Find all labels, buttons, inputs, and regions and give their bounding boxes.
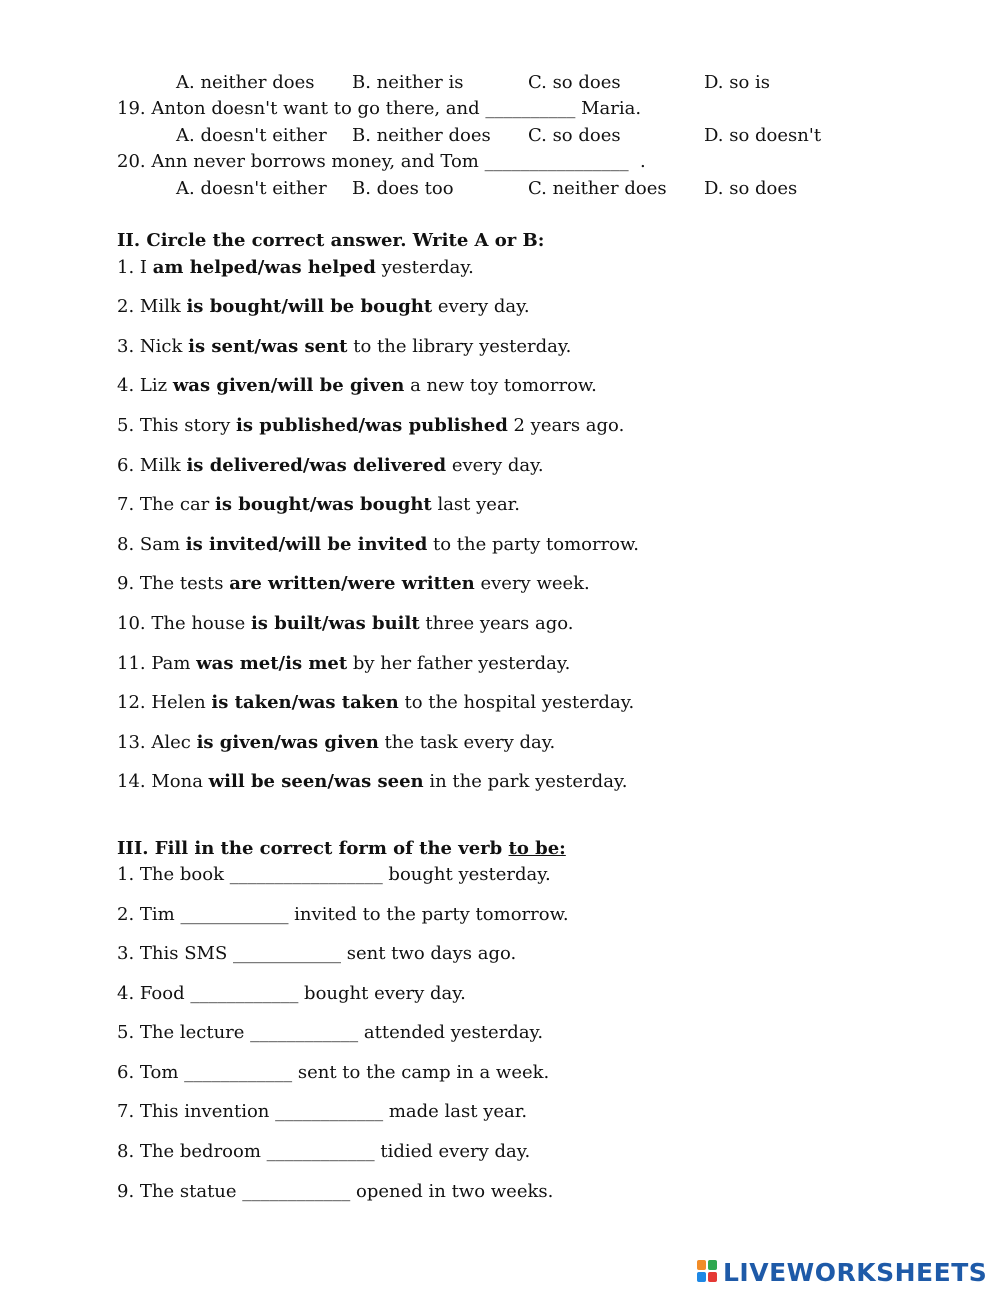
q18-option-a: A. neither does bbox=[176, 72, 315, 93]
logo-text: LIVEWORKSHEETS bbox=[723, 1257, 988, 1287]
section-2-item: 14. Mona will be seen/was seen in the park yesterday. bbox=[117, 771, 628, 792]
answer-choices[interactable]: is given/was given bbox=[196, 732, 379, 753]
section-2-item: 12. Helen is taken/was taken to the hospital yesterday. bbox=[117, 692, 635, 713]
q19-option-c: C. so does bbox=[528, 125, 621, 146]
q20-option-b: B. does too bbox=[352, 178, 454, 199]
section-2-item: 1. I am helped/was helped yesterday. bbox=[117, 257, 474, 278]
q19-option-d: D. so doesn't bbox=[704, 125, 822, 146]
section-2-item: 2. Milk is bought/will be bought every day. bbox=[117, 296, 530, 317]
section-2-item: 8. Sam is invited/will be invited to the party tomorrow. bbox=[117, 534, 640, 555]
section-2-item: 3. Nick is sent/was sent to the library yesterday. bbox=[117, 336, 572, 357]
answer-choices[interactable]: is published/was published bbox=[236, 415, 508, 436]
q19-question: 19. Anton doesn't want to go there, and __________ Maria. bbox=[117, 98, 642, 119]
fill-in-item[interactable]: 3. This SMS ____________ sent two days ago. bbox=[117, 943, 517, 964]
answer-choices[interactable]: was given/will be given bbox=[172, 375, 405, 396]
q20-option-d: D. so does bbox=[704, 178, 798, 199]
fill-in-item[interactable]: 7. This invention ____________ made last year. bbox=[117, 1101, 528, 1122]
answer-choices[interactable]: is invited/will be invited bbox=[185, 534, 428, 555]
fill-in-item[interactable]: 9. The statue ____________ opened in two weeks. bbox=[117, 1181, 554, 1202]
answer-choices[interactable]: was met/is met bbox=[196, 653, 348, 674]
q18-option-d: D. so is bbox=[704, 72, 771, 93]
q20-option-c: C. neither does bbox=[528, 178, 667, 199]
q18-option-b: B. neither is bbox=[352, 72, 464, 93]
section-2-item: 4. Liz was given/will be given a new toy tomorrow. bbox=[117, 375, 597, 396]
section-2-item: 6. Milk is delivered/was delivered every day. bbox=[117, 455, 544, 476]
fill-in-item[interactable]: 5. The lecture ____________ attended yesterday. bbox=[117, 1022, 544, 1043]
section-2-item: 9. The tests are written/were written every week. bbox=[117, 573, 590, 594]
fill-in-item[interactable]: 6. Tom ____________ sent to the camp in a week. bbox=[117, 1062, 550, 1083]
fill-in-item[interactable]: 4. Food ____________ bought every day. bbox=[117, 983, 466, 1004]
q20-option-a: A. doesn't either bbox=[176, 178, 327, 199]
answer-choices[interactable]: is built/was built bbox=[250, 613, 420, 634]
answer-choices[interactable]: is sent/was sent bbox=[188, 336, 348, 357]
q20-question: 20. Ann never borrows money, and Tom ________________ . bbox=[117, 151, 646, 172]
answer-choices[interactable]: is taken/was taken bbox=[211, 692, 399, 713]
q18-option-c: C. so does bbox=[528, 72, 621, 93]
fill-in-item[interactable]: 1. The book _________________ bought yesterday. bbox=[117, 864, 551, 885]
liveworksheets-logo bbox=[697, 1258, 987, 1286]
answer-choices[interactable]: am helped/was helped bbox=[152, 257, 376, 278]
answer-choices[interactable]: is bought/will be bought bbox=[186, 296, 433, 317]
q19-option-b: B. neither does bbox=[352, 125, 491, 146]
section-2-item: 10. The house is built/was built three years ago. bbox=[117, 613, 574, 634]
answer-choices[interactable]: are written/were written bbox=[229, 573, 475, 594]
answer-choices[interactable]: is bought/was bought bbox=[215, 494, 432, 515]
fill-in-item[interactable]: 2. Tim ____________ invited to the party tomorrow. bbox=[117, 904, 569, 925]
fill-in-item[interactable]: 8. The bedroom ____________ tidied every day. bbox=[117, 1141, 531, 1162]
section-3-heading: III. Fill in the correct form of the verb to be: bbox=[117, 838, 566, 859]
q19-option-a: A. doesn't either bbox=[176, 125, 327, 146]
answer-choices[interactable]: is delivered/was delivered bbox=[186, 455, 447, 476]
section-2-item: 13. Alec is given/was given the task every day. bbox=[117, 732, 556, 753]
section-2-item: 5. This story is published/was published 2 years ago. bbox=[117, 415, 625, 436]
section-2-item: 7. The car is bought/was bought last year. bbox=[117, 494, 521, 515]
logo-mark-icon bbox=[697, 1260, 719, 1284]
section-2-heading: II. Circle the correct answer. Write A or B: bbox=[117, 230, 545, 251]
section-2-item: 11. Pam was met/is met by her father yesterday. bbox=[117, 653, 571, 674]
answer-choices[interactable]: will be seen/was seen bbox=[208, 771, 424, 792]
